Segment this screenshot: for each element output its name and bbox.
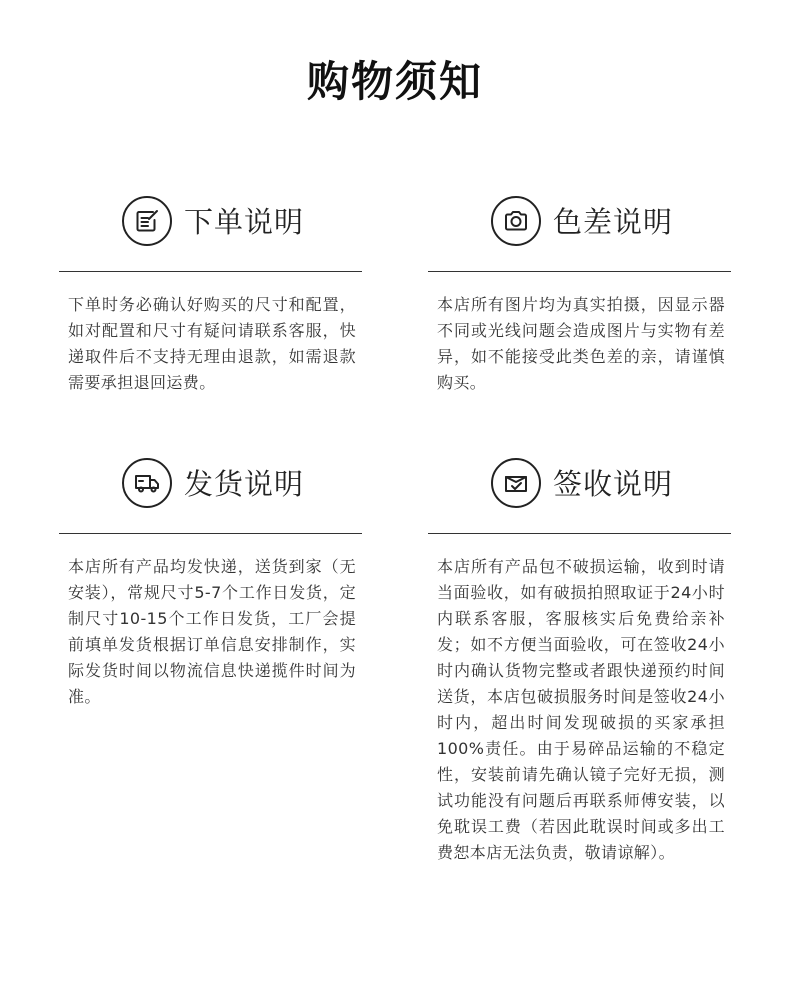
section-title: 色差说明 — [553, 205, 674, 239]
section-header — [59, 458, 362, 512]
divider — [428, 271, 731, 272]
camera-icon — [491, 196, 541, 246]
edit-icon — [122, 196, 172, 246]
section-title: 发货说明 — [184, 467, 305, 501]
signed-box-icon — [491, 458, 541, 508]
divider — [59, 271, 362, 272]
section-shipping-notes — [59, 458, 362, 706]
section-title: 下单说明 — [184, 205, 305, 239]
section-header — [59, 196, 362, 250]
section-color-notes — [428, 196, 731, 392]
page-title: 购物须知 — [306, 57, 483, 106]
section-header — [428, 458, 731, 512]
section-title: 签收说明 — [553, 467, 674, 501]
section-body: 下单时务必确认好购买的尺寸和配置，如对配置和尺寸有疑问请联系客服，快递取件后不支持无理由退款，如需退款需要承担退回运费。 — [68, 295, 356, 392]
section-order-notes — [59, 196, 362, 392]
section-body: 本店所有图片均为真实拍摄，因显示器不同或光线问题会造成图片与实物有差异，如不能接受此类色差的亲，请谨慎购买。 — [437, 295, 725, 392]
divider — [59, 533, 362, 534]
divider — [428, 533, 731, 534]
section-body: 本店所有产品均发快递，送货到家（无安装），常规尺寸5-7个工作日发货，定制尺寸10-15个工作日发货，工厂会提前填单发货根据订单信息安排制作，实际发货时间以物流信息快递揽件时间为准。 — [68, 557, 356, 706]
section-body: 本店所有产品包不破损运输，收到时请当面验收，如有破损拍照取证于24小时内联系客服，客服核实后免费给亲补发；如不方便当面验收，可在签收24小时内确认货物完整或者跟快递预约时间送货，本店包破损服务时间是签收24小时内，超出时间发现破损的买家承担100%责任。由于易碎品运输的不稳定性，安装前请先确认镜子完好无损，测试功能没有问题后再联系师傅安装，以免耽误工费（若因此耽误时间或多出工费恕本店无法负责，敬请谅解）。 — [437, 557, 725, 862]
section-header — [428, 196, 731, 250]
truck-icon — [122, 458, 172, 508]
section-receipt-notes — [428, 458, 731, 862]
